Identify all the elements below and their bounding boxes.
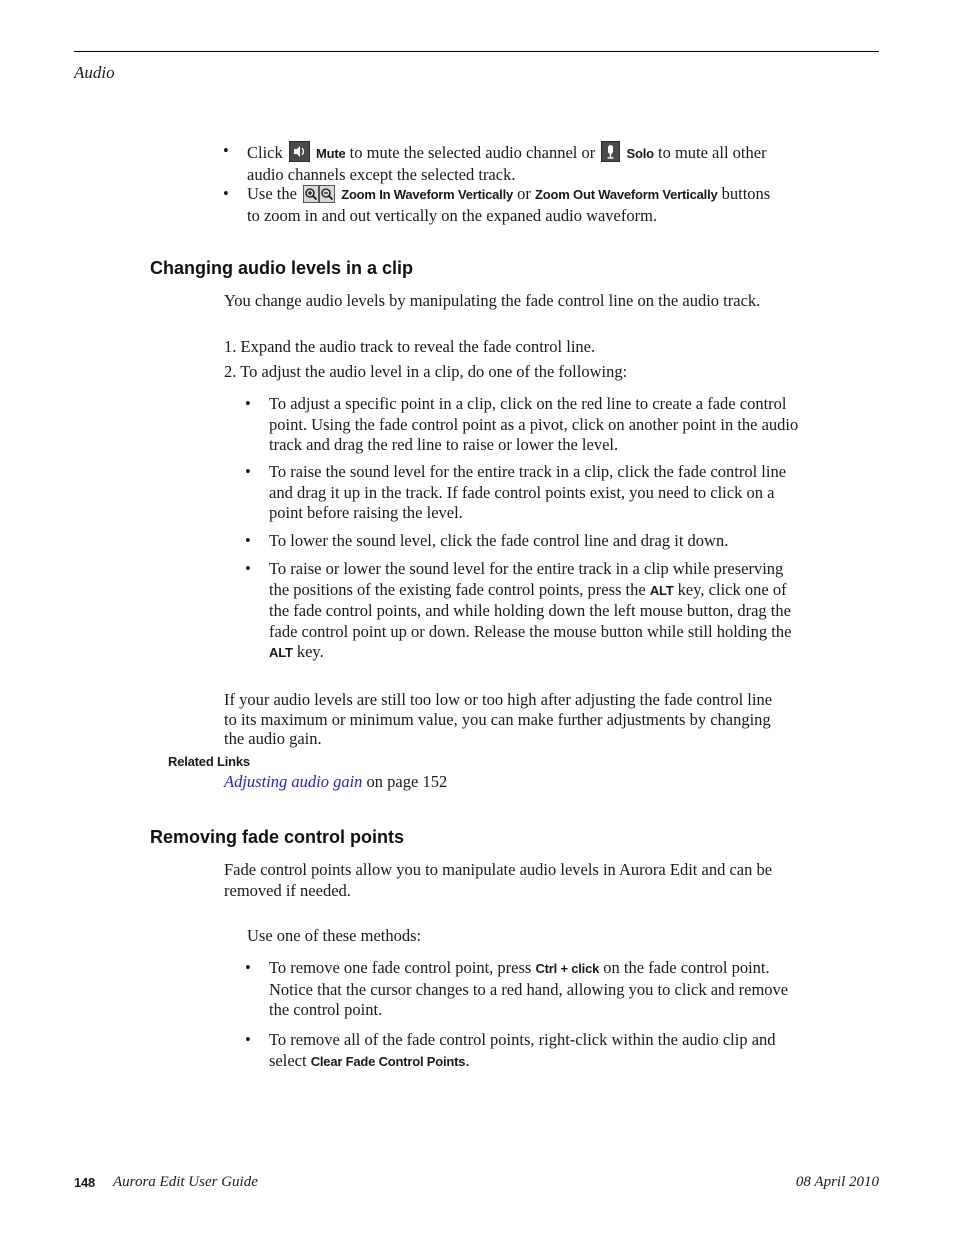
- list-item: [245, 958, 829, 1021]
- list-item: [245, 531, 829, 552]
- zoom-out-icon: [319, 185, 335, 203]
- line: removed if needed.: [224, 880, 351, 900]
- line: To raise or lower the sound level for the entire track in a clip while preserving: [269, 559, 784, 578]
- link-adjusting-audio-gain[interactable]: Adjusting audio gain: [224, 772, 363, 791]
- related-links-heading: Related Links: [168, 754, 250, 769]
- line: .: [465, 1050, 470, 1070]
- bullet-dot: •: [245, 559, 251, 578]
- line: the fade control points, and while holding down the left mouse button, drag the: [269, 601, 791, 620]
- bullet-dot: •: [245, 1030, 251, 1049]
- alt-key-label: ALT: [269, 645, 293, 660]
- line: and drag it up in the track. If fade control points exist, you need to click on a: [269, 482, 775, 502]
- line: Fade control points allow you to manipulate audio levels in Aurora Edit and can be: [224, 860, 773, 879]
- section1-closing: [224, 690, 809, 749]
- line: point before raising the level.: [269, 503, 463, 522]
- text: buttons: [721, 184, 771, 203]
- line: the positions of the existing fade control points, press the: [269, 579, 646, 599]
- line: Notice that the cursor changes to a red hand, allowing you to click and remove: [269, 979, 789, 999]
- text: audio channels except the selected track.: [247, 164, 516, 184]
- intro-bullet-mute-solo: [223, 141, 817, 185]
- solo-icon: [601, 141, 620, 162]
- section1-intro: You change audio levels by manipulating the fade control line on the audio track.: [224, 291, 761, 310]
- running-header: Audio: [74, 63, 115, 82]
- header-rule: [74, 51, 879, 52]
- line: key.: [296, 642, 324, 661]
- text: to zoom in and out vertically on the expaned audio waveform.: [247, 205, 658, 225]
- list-item: [245, 559, 829, 664]
- line: on the fade control point.: [603, 958, 770, 977]
- mute-icon: [289, 141, 310, 162]
- text: to mute the selected audio channel or: [349, 143, 596, 162]
- line: the audio gain.: [224, 729, 322, 748]
- list-item: [245, 462, 829, 524]
- footer-guide-title: Aurora Edit User Guide: [113, 1174, 258, 1190]
- solo-label: Solo: [626, 146, 654, 161]
- line: select: [269, 1050, 307, 1070]
- intro-bullet-zoom: [223, 184, 827, 226]
- page-number: 148: [74, 1175, 96, 1190]
- zoom-in-label: Zoom In Waveform Vertically: [341, 187, 514, 202]
- bullet-dot: •: [245, 531, 251, 550]
- ctrl-click-label: Ctrl + click: [535, 961, 600, 976]
- line: To remove one fade control point, press: [269, 958, 532, 977]
- zoom-out-label: Zoom Out Waveform Vertically: [535, 187, 718, 202]
- line: key, click one of: [677, 579, 787, 599]
- related-link-row: [224, 772, 447, 793]
- bullet-dot: •: [245, 462, 251, 481]
- bullet-dot: •: [223, 141, 229, 160]
- bullet-dot: •: [245, 394, 251, 413]
- step-1: 1. Expand the audio track to reveal the fade control line.: [224, 337, 596, 356]
- footer-date: 08 April 2010: [795, 1174, 879, 1190]
- line: To lower the sound level, click the fade control line and drag it down.: [269, 531, 729, 550]
- section-heading-changing-levels: Changing audio levels in a clip: [150, 258, 414, 278]
- bullet-dot: •: [245, 958, 251, 977]
- clear-fade-control-points-label: Clear Fade Control Points: [310, 1053, 466, 1069]
- mute-label: Mute: [316, 146, 346, 161]
- line: track and drag the red line to raise or lower the level.: [269, 435, 619, 454]
- alt-key-label: ALT: [649, 582, 674, 598]
- line: To raise the sound level for the entire track in a clip, click the fade control line: [269, 462, 787, 481]
- list-item: [245, 1030, 829, 1072]
- line: To remove all of the fade control points, right-click within the audio clip and: [269, 1030, 776, 1049]
- text: Use the: [247, 184, 297, 203]
- line: point. Using the fade control point as a pivot, click on another point in the audio: [269, 414, 799, 434]
- methods-intro: Use one of these methods:: [247, 926, 422, 945]
- section-heading-removing-points: Removing fade control points: [150, 827, 405, 847]
- text: to mute all other: [657, 143, 767, 162]
- line: to its maximum or minimum value, you can make further adjustments by changing: [224, 709, 771, 729]
- bullet-dot: •: [223, 184, 229, 203]
- line: the control point.: [269, 1000, 383, 1019]
- list-item: [245, 394, 829, 456]
- line: If your audio levels are still too low or too high after adjusting the fade control line: [224, 690, 773, 709]
- line: To adjust a specific point in a clip, click on the red line to create a fade control: [269, 394, 787, 413]
- text: on page 152: [366, 772, 448, 791]
- step-2: 2. To adjust the audio level in a clip, do one of the following:: [224, 362, 628, 381]
- zoom-in-icon: [303, 185, 319, 203]
- text: or: [517, 184, 531, 203]
- text: Click: [247, 143, 283, 162]
- line: fade control point up or down. Release the mouse button while still holding the: [269, 621, 792, 641]
- section2-intro: [224, 860, 809, 901]
